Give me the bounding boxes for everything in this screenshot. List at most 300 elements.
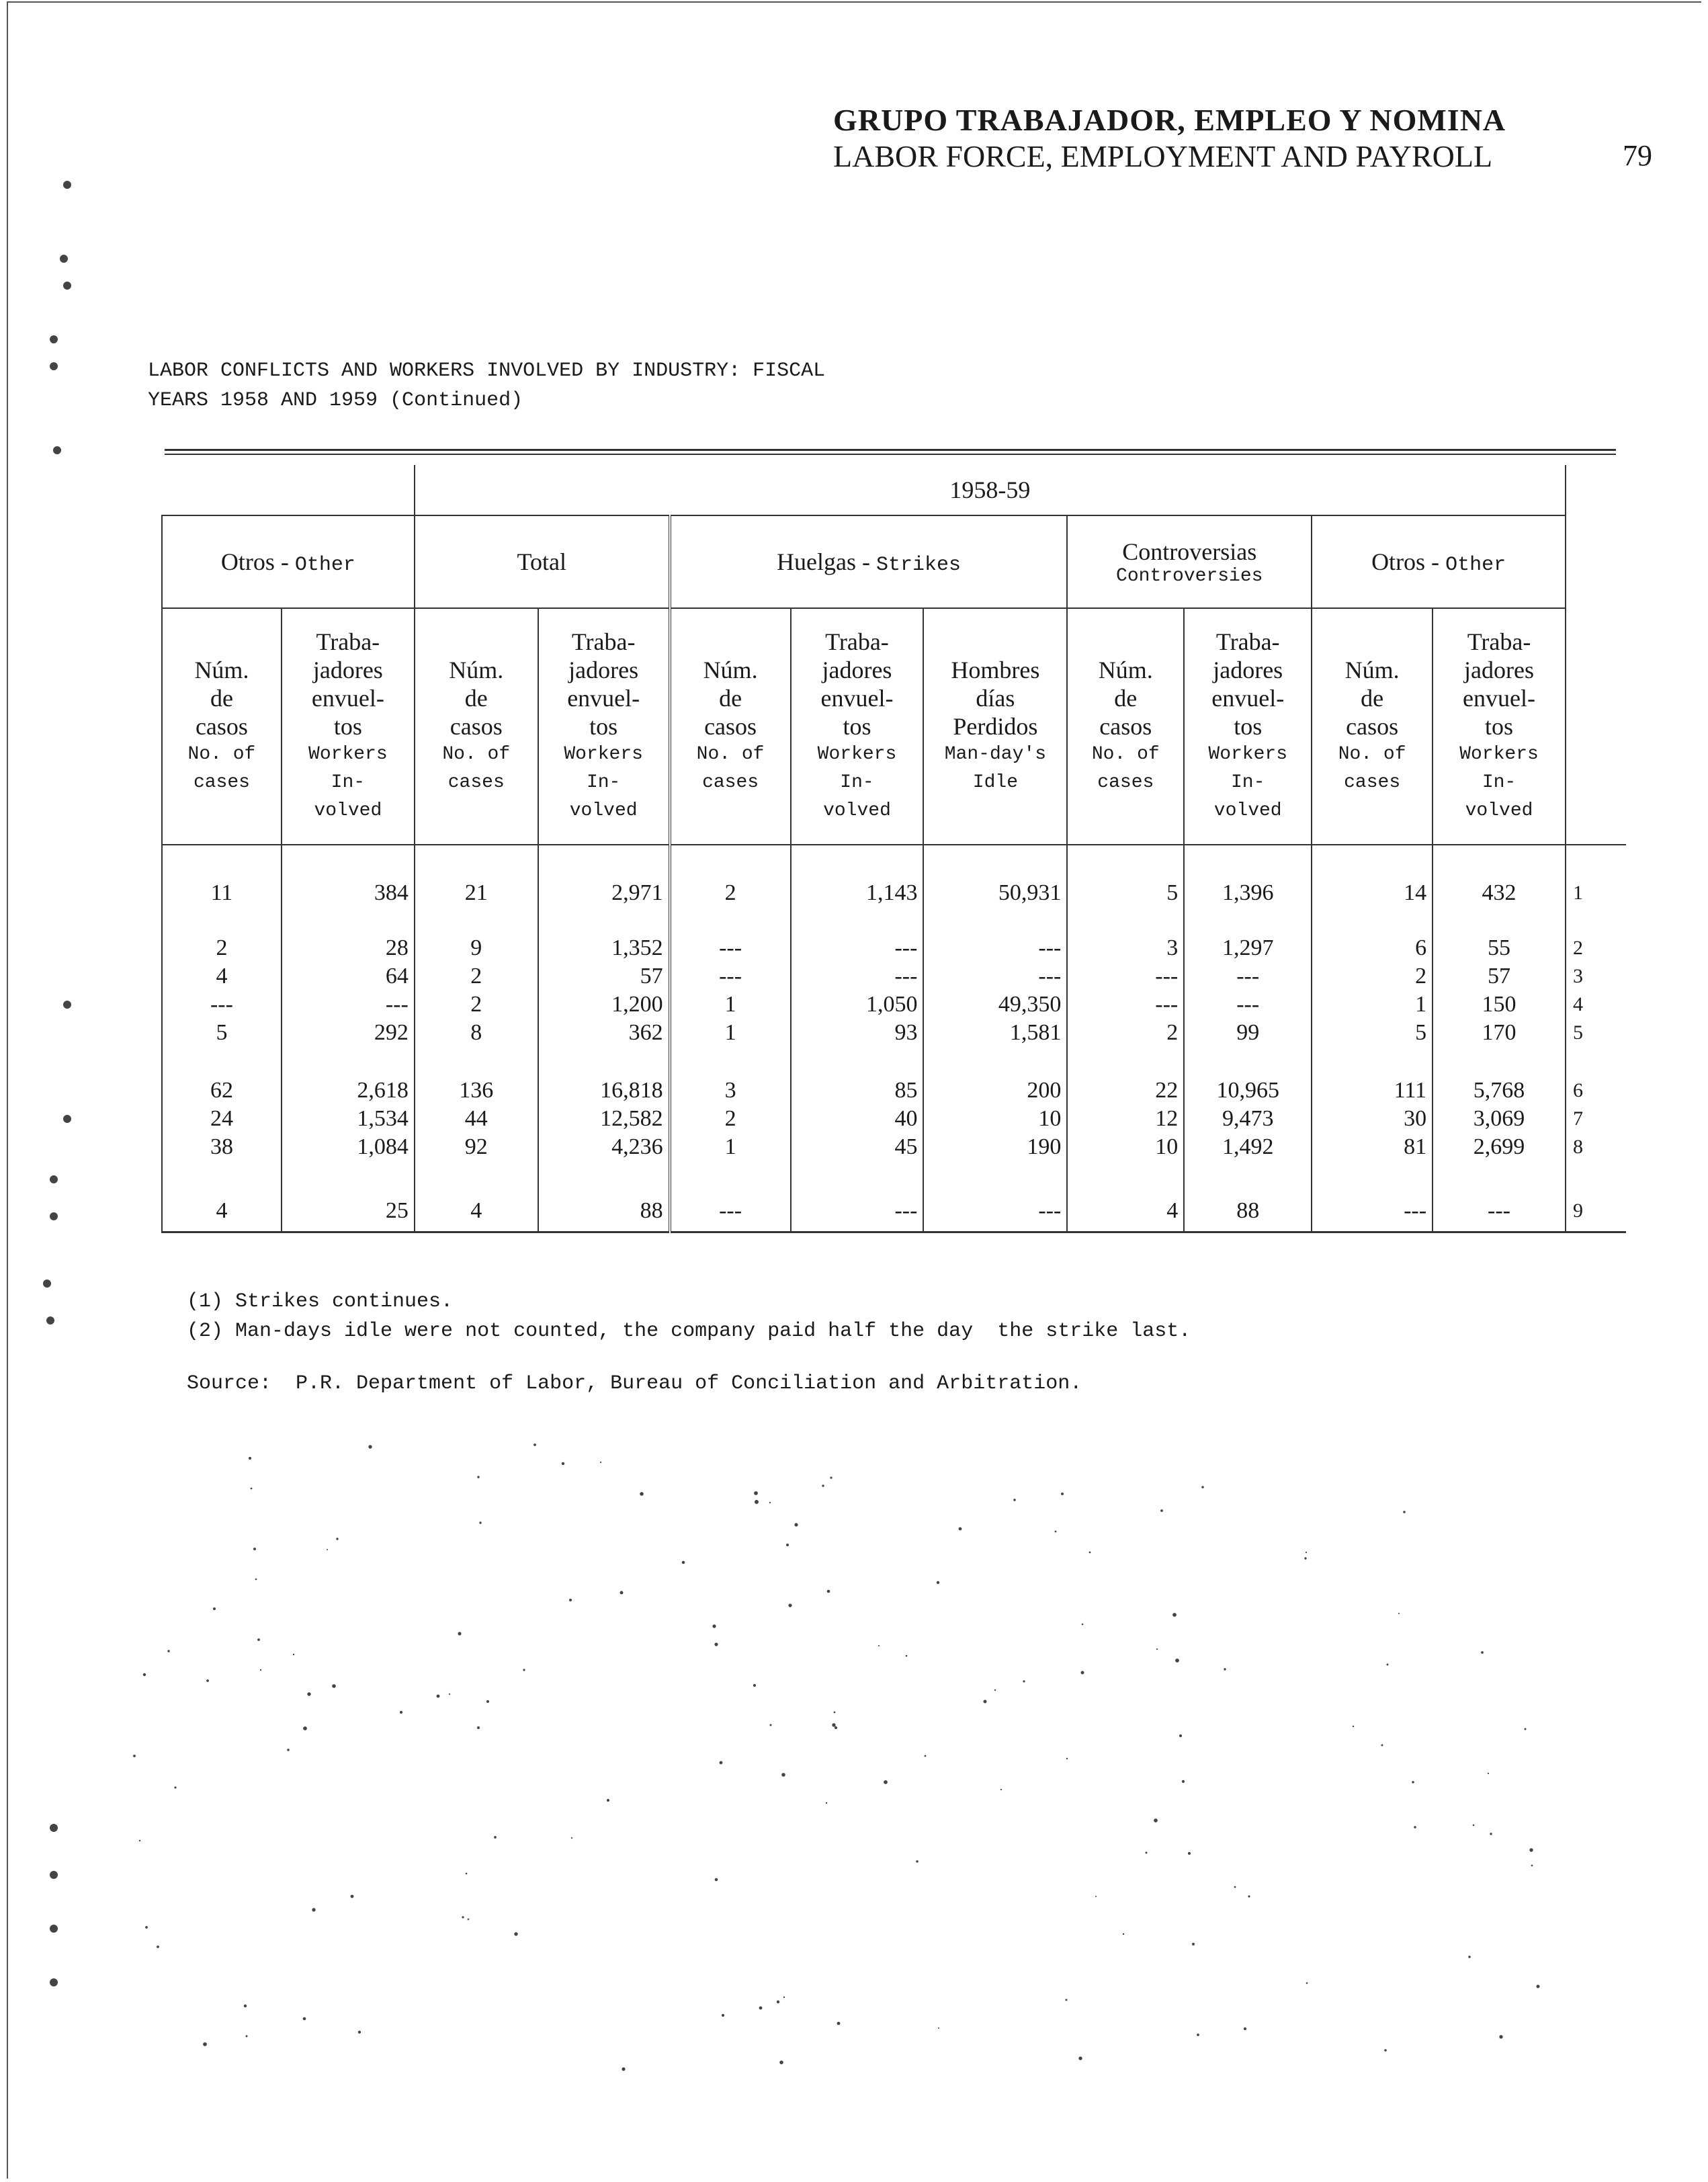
column-header-es-line: Perdidos xyxy=(953,713,1038,740)
column-header-es-line: casos xyxy=(704,713,757,740)
speckle xyxy=(327,1549,328,1550)
table-cell: 2,971 xyxy=(538,879,670,907)
table-cell: 85 xyxy=(791,1077,924,1105)
table-cell: 2 xyxy=(1312,962,1433,991)
table-cell: 6 xyxy=(1312,934,1433,962)
table-cell: 21 xyxy=(415,879,538,907)
table-cell: --- xyxy=(670,934,791,962)
column-header-es-line: jadores xyxy=(568,657,639,683)
speckle xyxy=(1481,1651,1484,1654)
speckle xyxy=(1197,2033,1199,2036)
table-cell: 5 xyxy=(1067,879,1184,907)
column-header-en-line: In- xyxy=(586,772,621,793)
speckle xyxy=(1306,1552,1307,1553)
speckle xyxy=(1537,1985,1540,1988)
table-cell: 8 xyxy=(415,1019,538,1047)
table-cell: 1,143 xyxy=(791,879,924,907)
speckle xyxy=(253,1548,256,1550)
speckle xyxy=(938,2027,939,2029)
table-cell: 4 xyxy=(415,1191,538,1232)
speckle xyxy=(754,1491,758,1495)
table-cell: 1,534 xyxy=(282,1105,415,1133)
speckle xyxy=(203,2042,207,2046)
table-cell: 2 xyxy=(670,1105,791,1133)
speckle xyxy=(1081,1671,1084,1675)
speckle xyxy=(712,1624,716,1628)
row-number: 3 xyxy=(1566,962,1626,991)
column-header-es-line: Núm. xyxy=(1344,657,1400,683)
table-cell: 57 xyxy=(1433,962,1566,991)
column-header-en-line: cases xyxy=(1097,772,1154,793)
column-header-en-line: No. of xyxy=(187,744,256,765)
table-cell: 1,050 xyxy=(791,991,924,1019)
speckle xyxy=(246,2036,248,2038)
column-header-es-line: tos xyxy=(843,713,871,740)
speckle xyxy=(1154,1818,1158,1822)
footnote-1: (1) Strikes continues. xyxy=(187,1290,454,1313)
row-number: 4 xyxy=(1566,991,1626,1019)
margin-speck xyxy=(50,362,58,370)
table-cell: 5,768 xyxy=(1433,1077,1566,1105)
speckle xyxy=(600,1462,601,1463)
table-title-line-1: LABOR CONFLICTS AND WORKERS INVOLVED BY INDUSTRY: FISCAL xyxy=(148,360,826,382)
table-cell: 384 xyxy=(282,879,415,907)
column-header-en-line: volved xyxy=(1465,800,1533,821)
speckle xyxy=(437,1695,440,1698)
column-header-es-line: casos xyxy=(1099,713,1152,740)
speckle xyxy=(640,1492,644,1496)
margin-speck xyxy=(63,282,71,290)
speckle xyxy=(1188,1852,1191,1855)
column-header-es-line: envuel- xyxy=(311,685,384,712)
column-header-es-line: jadores xyxy=(822,657,892,683)
row-number: 7 xyxy=(1566,1105,1626,1133)
speckle xyxy=(1055,1531,1057,1533)
table-cell: 432 xyxy=(1433,879,1566,907)
speckle xyxy=(1172,1613,1177,1617)
table-cell: --- xyxy=(1067,991,1184,1019)
table-cell: 4,236 xyxy=(538,1133,670,1161)
table-cell: 30 xyxy=(1312,1105,1433,1133)
speckle xyxy=(834,1712,836,1714)
table-cell: 10 xyxy=(923,1105,1067,1133)
speckle xyxy=(837,2022,841,2025)
column-header-en-line: In- xyxy=(1231,772,1265,793)
speckle xyxy=(1095,1896,1097,1897)
table-cell: 2 xyxy=(162,934,282,962)
table-cell: 1 xyxy=(670,991,791,1019)
table-cell: 22 xyxy=(1067,1077,1184,1105)
speckle xyxy=(303,1726,307,1730)
table-cell: 93 xyxy=(791,1019,924,1047)
column-header-es-line: Traba- xyxy=(825,628,889,655)
margin-speck xyxy=(46,1316,54,1325)
table-cell: 3 xyxy=(670,1077,791,1105)
speckle xyxy=(562,1462,564,1465)
speckle xyxy=(479,1521,481,1523)
column-header-es-line: Núm. xyxy=(194,657,249,683)
column-header-en-line: In- xyxy=(840,772,874,793)
table-cell: 10 xyxy=(1067,1133,1184,1161)
table-cell: 12 xyxy=(1067,1105,1184,1133)
speckle xyxy=(368,1445,372,1448)
column-header-es-line: Núm. xyxy=(1098,657,1153,683)
speckle xyxy=(906,1655,908,1657)
table-cell: 99 xyxy=(1184,1019,1312,1047)
table-cell: 2 xyxy=(1067,1019,1184,1047)
column-header-en-line: cases xyxy=(1344,772,1401,793)
table-cell: 1,581 xyxy=(923,1019,1067,1047)
margin-speck xyxy=(43,1279,51,1288)
table-cell: 2,618 xyxy=(282,1077,415,1105)
speckle xyxy=(1529,1848,1533,1851)
column-header-es-line: tos xyxy=(1234,713,1263,740)
speckle xyxy=(533,1443,536,1446)
speckle xyxy=(251,1488,253,1490)
margin-speck xyxy=(50,1212,58,1220)
table-cell: 44 xyxy=(415,1105,538,1133)
speckle xyxy=(249,1457,251,1460)
speckle xyxy=(260,1669,261,1671)
speckle xyxy=(307,1692,310,1695)
column-header-en-line: No. of xyxy=(696,744,765,765)
table-cell: 11 xyxy=(162,879,282,907)
row-number: 6 xyxy=(1566,1077,1626,1105)
speckle xyxy=(822,1484,824,1486)
margin-speck xyxy=(63,181,71,189)
margin-speck xyxy=(53,446,61,454)
speckle xyxy=(1412,1781,1414,1784)
column-header-es-line: Traba- xyxy=(1215,628,1280,655)
speckle xyxy=(468,1919,470,1921)
column-header-es-line: de xyxy=(464,685,488,712)
table-cell: --- xyxy=(670,962,791,991)
table-cell: 4 xyxy=(1067,1191,1184,1232)
speckle xyxy=(622,2067,625,2070)
column-header-es-line: jadores xyxy=(1464,657,1534,683)
column-header-es-line: casos xyxy=(1346,713,1399,740)
speckle xyxy=(1248,1895,1250,1897)
table-cell: 2 xyxy=(415,962,538,991)
group-controversias-en: Controversies xyxy=(1116,565,1263,587)
table-cell: 16,818 xyxy=(538,1077,670,1105)
table-cell: 40 xyxy=(791,1105,924,1133)
table-cell: --- xyxy=(670,1191,791,1232)
speckle xyxy=(1384,2049,1387,2052)
table-cell: 292 xyxy=(282,1019,415,1047)
table-cell: 57 xyxy=(538,962,670,991)
column-header-es-line: de xyxy=(210,685,233,712)
column-header-es-line: de xyxy=(719,685,742,712)
margin-speck xyxy=(63,1001,71,1009)
speckle xyxy=(1473,1824,1475,1827)
speckle xyxy=(1089,1552,1091,1554)
table-title-line-2: YEARS 1958 AND 1959 (Continued) xyxy=(148,389,523,412)
speckle xyxy=(167,1650,169,1652)
speckle xyxy=(994,1689,996,1691)
speckle xyxy=(884,1780,888,1784)
table-cell: 50,931 xyxy=(923,879,1067,907)
table-cell: --- xyxy=(923,1191,1067,1232)
group-otros-left-es: Otros - xyxy=(220,548,295,575)
table-cell: --- xyxy=(791,1191,924,1232)
speckle xyxy=(1531,1865,1533,1867)
speckle xyxy=(682,1561,685,1564)
speckle xyxy=(1000,1789,1002,1790)
column-header-es-line: envuel- xyxy=(567,685,640,712)
table-cell: 4 xyxy=(162,1191,282,1232)
group-otros-right-en: Other xyxy=(1445,553,1506,577)
speckle xyxy=(477,1726,480,1729)
margin-speck xyxy=(50,1871,58,1879)
column-header-en-line: volved xyxy=(569,800,638,821)
margin-speck xyxy=(60,255,68,263)
speckle xyxy=(620,1591,624,1595)
speckle xyxy=(1490,1833,1492,1835)
table-cell: --- xyxy=(1184,991,1312,1019)
table-cell: 136 xyxy=(415,1077,538,1105)
speckle xyxy=(458,1632,461,1635)
speckle xyxy=(1123,1933,1124,1935)
speckle xyxy=(779,2060,783,2064)
speckle xyxy=(794,1523,798,1526)
column-header-es-line: envuel- xyxy=(1463,685,1535,712)
table-cell: 150 xyxy=(1433,991,1566,1019)
speckle xyxy=(1023,1680,1025,1682)
column-header-en-line: In- xyxy=(1482,772,1517,793)
speckle xyxy=(257,1638,260,1641)
column-header-en-line: Man-day's xyxy=(944,744,1046,765)
speckle xyxy=(1192,1943,1195,1945)
speckle xyxy=(1468,1956,1471,1958)
margin-speck xyxy=(50,335,58,343)
speckle xyxy=(1525,1728,1527,1730)
speckle xyxy=(1156,1648,1158,1650)
speckle xyxy=(937,1581,939,1584)
group-controversias-es: Controversias xyxy=(1122,538,1257,565)
speckle xyxy=(1403,1511,1406,1513)
speckle xyxy=(523,1669,525,1671)
table-cell: 9,473 xyxy=(1184,1105,1312,1133)
speckle xyxy=(1082,1624,1084,1626)
column-header-en-line: cases xyxy=(447,772,505,793)
column-header-es-line: Núm. xyxy=(703,657,758,683)
speckle xyxy=(830,1476,832,1478)
table-cell: 64 xyxy=(282,962,415,991)
column-header-es-line: tos xyxy=(589,713,618,740)
group-huelgas-en: Strikes xyxy=(876,553,961,577)
table-cell: 28 xyxy=(282,934,415,962)
speckle xyxy=(358,2031,361,2033)
column-header-en-line: Workers xyxy=(817,744,897,765)
speckle xyxy=(1488,1773,1489,1774)
speckle xyxy=(770,1724,772,1726)
table-cell: 1 xyxy=(670,1019,791,1047)
speckle xyxy=(351,1895,354,1898)
column-header-es-line: Núm. xyxy=(449,657,504,683)
column-header-es-line: días xyxy=(976,685,1015,712)
margin-speck xyxy=(50,1978,58,1986)
speckle xyxy=(213,1607,216,1610)
margin-speck xyxy=(63,1115,71,1123)
table-cell: 55 xyxy=(1433,934,1566,962)
group-otros-left-en: Other xyxy=(294,553,355,577)
speckle xyxy=(1078,2056,1082,2060)
speckle xyxy=(1234,1886,1236,1888)
column-header-en-line: Workers xyxy=(1459,744,1539,765)
table-cell: 38 xyxy=(162,1133,282,1161)
margin-speck xyxy=(50,1175,58,1183)
speckle xyxy=(486,1700,489,1703)
speckle xyxy=(139,1840,140,1841)
speckle xyxy=(287,1749,290,1751)
table-cell: 49,350 xyxy=(923,991,1067,1019)
speckle xyxy=(206,1679,209,1682)
speckle xyxy=(1398,1613,1400,1614)
speckle xyxy=(1179,1734,1182,1737)
speckle xyxy=(826,1802,827,1804)
speckle xyxy=(722,2014,724,2017)
speckle xyxy=(1387,1664,1389,1666)
table-cell: 5 xyxy=(162,1019,282,1047)
speckle xyxy=(174,1786,176,1788)
table-cell: 5 xyxy=(1312,1019,1433,1047)
table-cell: 24 xyxy=(162,1105,282,1133)
table-cell: 3 xyxy=(1067,934,1184,962)
speckle xyxy=(1061,1493,1064,1495)
source-note: Source: P.R. Department of Labor, Bureau of Conciliation and Arbitration. xyxy=(187,1372,1082,1395)
table-cell: --- xyxy=(791,962,924,991)
table-cell: 362 xyxy=(538,1019,670,1047)
table-cell: --- xyxy=(791,934,924,962)
table-cell: 81 xyxy=(1312,1133,1433,1161)
speckle xyxy=(715,1878,718,1882)
table-cell: 3,069 xyxy=(1433,1105,1566,1133)
speckle xyxy=(312,1908,315,1911)
column-header-es-line: envuel- xyxy=(820,685,894,712)
table-cell: 1 xyxy=(670,1133,791,1161)
table-cell: 25 xyxy=(282,1191,415,1232)
column-header-en-line: cases xyxy=(193,772,250,793)
speckle xyxy=(835,1726,837,1729)
column-header-es-line: de xyxy=(1361,685,1384,712)
table-cell: 200 xyxy=(923,1077,1067,1105)
table-cell: 62 xyxy=(162,1077,282,1105)
speckle xyxy=(449,1693,450,1695)
speckle xyxy=(244,2005,247,2007)
speckle xyxy=(959,1527,962,1531)
speckle xyxy=(984,1700,987,1704)
speckle xyxy=(878,1645,880,1646)
speckle xyxy=(293,1654,294,1655)
column-header-en-line: volved xyxy=(823,800,891,821)
speckle xyxy=(303,2017,306,2021)
speckle xyxy=(494,1836,497,1839)
table-cell: 14 xyxy=(1312,879,1433,907)
table-cell: 9 xyxy=(415,934,538,962)
speckle xyxy=(1160,1509,1163,1512)
column-header-es-line: casos xyxy=(450,713,503,740)
table-cell: 88 xyxy=(538,1191,670,1232)
table-cell: 170 xyxy=(1433,1019,1566,1047)
speckle xyxy=(1066,1758,1068,1759)
column-header-en-line: No. of xyxy=(442,744,511,765)
row-number: 1 xyxy=(1566,879,1626,907)
table-cell: 1,200 xyxy=(538,991,670,1019)
table-cell: 1,297 xyxy=(1184,934,1312,962)
speckle xyxy=(400,1711,402,1714)
table-cell: --- xyxy=(162,991,282,1019)
table-cell: 12,582 xyxy=(538,1105,670,1133)
table-cell: --- xyxy=(1184,962,1312,991)
speckle xyxy=(783,1997,785,1998)
column-header-es-line: jadores xyxy=(1213,657,1283,683)
table-cell: --- xyxy=(1433,1191,1566,1232)
table-cell: 45 xyxy=(791,1133,924,1161)
speckle xyxy=(607,1799,609,1802)
table-cell: 88 xyxy=(1184,1191,1312,1232)
speckle xyxy=(477,1476,479,1478)
column-header-es-line: envuel- xyxy=(1211,685,1285,712)
speckle xyxy=(1066,1999,1068,2001)
column-header-en-line: Idle xyxy=(972,772,1018,793)
table-cell: 1,352 xyxy=(538,934,670,962)
column-header-es-line: tos xyxy=(1485,713,1514,740)
table-cell: 1,492 xyxy=(1184,1133,1312,1161)
column-header-es-line: Traba- xyxy=(571,628,636,655)
speckle xyxy=(1304,1557,1306,1559)
column-header-en-line: No. of xyxy=(1338,744,1406,765)
speckle xyxy=(336,1538,338,1540)
speckle xyxy=(769,1502,771,1503)
speckle xyxy=(332,1684,336,1688)
speckle xyxy=(255,1579,257,1581)
speckle xyxy=(777,2001,779,2003)
speckle xyxy=(133,1755,136,1757)
column-header-es-line: casos xyxy=(195,713,248,740)
speckle xyxy=(145,1926,148,1929)
speckle xyxy=(759,2007,763,2010)
table-cell: 2 xyxy=(670,879,791,907)
speckle xyxy=(753,1684,756,1687)
speckle xyxy=(157,1945,159,1948)
column-header-es-line: Traba- xyxy=(316,628,380,655)
year-header: 1958-59 xyxy=(415,465,1566,515)
speckle xyxy=(1182,1780,1185,1783)
table-cell: --- xyxy=(923,962,1067,991)
page-number: 79 xyxy=(1623,139,1652,172)
speckle xyxy=(1306,1982,1308,1984)
column-header-en-line: volved xyxy=(314,800,382,821)
speckle xyxy=(1175,1659,1179,1663)
margin-speck xyxy=(50,1925,58,1933)
speckle xyxy=(466,1873,468,1875)
table-cell: --- xyxy=(1312,1191,1433,1232)
column-header-es-line: jadores xyxy=(312,657,383,683)
speckle xyxy=(786,1544,789,1546)
speckle xyxy=(1013,1499,1016,1501)
table-cell: 1 xyxy=(1312,991,1433,1019)
speckle xyxy=(827,1590,830,1593)
speckle xyxy=(714,1642,718,1646)
group-total: Total xyxy=(415,515,670,608)
table-cell: 10,965 xyxy=(1184,1077,1312,1105)
table-cell: --- xyxy=(1067,962,1184,991)
column-header-en-line: cases xyxy=(702,772,759,793)
speckle xyxy=(569,1599,572,1601)
speckle xyxy=(925,1755,927,1757)
speckle xyxy=(1381,1745,1383,1747)
